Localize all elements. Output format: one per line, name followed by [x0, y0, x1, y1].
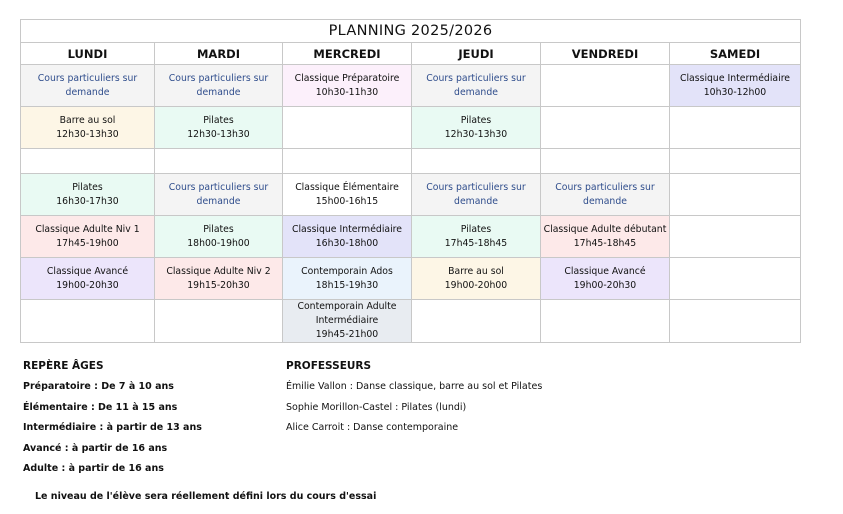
- class-time: 18h15-19h30: [315, 279, 379, 291]
- age-item: Intermédiaire : à partir de 13 ans: [23, 422, 202, 433]
- class-time: demande: [65, 86, 110, 98]
- class-time: 16h30-18h00: [315, 237, 379, 249]
- day-header: LUNDI: [21, 43, 155, 65]
- empty-slot: [670, 107, 801, 149]
- class-time: 17h45-18h45: [573, 237, 637, 249]
- professor-item: Sophie Morillon-Castel : Pilates (lundi): [286, 401, 467, 413]
- class-name: Pilates: [72, 181, 103, 193]
- empty-slot: [541, 107, 670, 149]
- empty-slot: [670, 174, 801, 216]
- class-time: demande: [583, 195, 627, 207]
- class-name: Contemporain Ados: [301, 265, 393, 277]
- class-time: 17h45-18h45: [444, 237, 508, 249]
- empty-slot: [21, 149, 155, 174]
- class-slot: [412, 174, 541, 216]
- class-time: demande: [454, 86, 498, 98]
- schedule-row: [21, 107, 801, 149]
- class-name: Pilates: [203, 223, 234, 235]
- empty-slot: [412, 149, 541, 174]
- class-slot: [21, 107, 155, 149]
- day-header: MARDI: [155, 43, 283, 65]
- schedule-row: [21, 174, 801, 216]
- class-slot: [412, 65, 541, 107]
- professors-list: [286, 360, 542, 443]
- schedule-row: [21, 149, 801, 174]
- class-name: Classique Adulte débutant: [543, 223, 667, 235]
- class-name: Cours particuliers sur: [426, 72, 526, 84]
- class-name: Pilates: [460, 114, 492, 126]
- empty-slot: [283, 149, 412, 174]
- class-slot: [541, 174, 670, 216]
- class-name: Classique Adulte Niv 2: [166, 265, 271, 277]
- class-name: Classique Élémentaire: [295, 181, 399, 193]
- class-name: Cours particuliers sur: [168, 72, 269, 84]
- empty-slot: [670, 300, 801, 343]
- professor-item: Alice Carroit : Danse contemporaine: [286, 422, 459, 433]
- class-slot: [283, 216, 412, 258]
- day-header: SAMEDI: [670, 43, 801, 65]
- schedule-row: [21, 216, 801, 258]
- class-slot: [155, 174, 283, 216]
- schedule-row: [21, 258, 801, 300]
- class-slot: [21, 65, 155, 107]
- empty-slot: [670, 216, 801, 258]
- age-item: Préparatoire : De 7 à 10 ans: [23, 381, 174, 392]
- age-item: Avancé : à partir de 16 ans: [23, 442, 168, 454]
- class-name: Cours particuliers sur: [426, 181, 526, 193]
- class-name: Cours particuliers sur: [37, 72, 138, 84]
- empty-slot: [412, 300, 541, 343]
- class-time: 10h30-12h00: [703, 86, 767, 98]
- empty-slot: [21, 300, 155, 343]
- class-name: Classique Préparatoire: [294, 72, 400, 84]
- class-time: 17h45-19h00: [56, 237, 119, 249]
- class-slot: [412, 258, 541, 300]
- day-header: MERCREDI: [283, 43, 412, 65]
- day-header-row: [21, 43, 801, 65]
- class-slot: [541, 258, 670, 300]
- class-slot: [670, 65, 801, 107]
- class-slot: [283, 258, 412, 300]
- planning-title: PLANNING 2025/2026: [21, 20, 801, 43]
- class-time: 16h30-17h30: [56, 195, 119, 207]
- class-name: Classique Intermédiaire: [679, 72, 791, 84]
- class-slot: [21, 258, 155, 300]
- empty-slot: [670, 258, 801, 300]
- empty-slot: [155, 149, 283, 174]
- class-time: 19h00-20h30: [56, 279, 119, 291]
- class-name: Pilates: [203, 114, 234, 126]
- class-slot: [412, 107, 541, 149]
- class-slot: [412, 216, 541, 258]
- empty-slot: [541, 149, 670, 174]
- class-name: Cours particuliers sur: [555, 181, 655, 193]
- class-time: 12h30-13h30: [56, 128, 119, 140]
- class-name: Barre au sol: [59, 114, 116, 126]
- day-header: VENDREDI: [541, 43, 670, 65]
- class-slot: [541, 216, 670, 258]
- class-slot: [283, 65, 412, 107]
- planning-table: [20, 19, 801, 343]
- class-name: Classique Adulte Niv 1: [35, 223, 140, 235]
- class-time: 19h00-20h00: [444, 279, 508, 291]
- class-time: demande: [454, 195, 498, 207]
- class-time: 12h30-13h30: [444, 128, 508, 140]
- class-name: Cours particuliers sur: [168, 181, 269, 193]
- empty-slot: [155, 300, 283, 343]
- class-slot: [21, 216, 155, 258]
- empty-slot: [670, 149, 801, 174]
- age-item: Élémentaire : De 11 à 15 ans: [23, 401, 178, 413]
- class-slot: [155, 216, 283, 258]
- class-time: 19h00-20h30: [573, 279, 637, 291]
- class-time: 15h00-16h15: [315, 195, 379, 207]
- professor-item: Émilie Vallon : Danse classique, barre au sol et Pilates: [286, 381, 543, 392]
- class-time: demande: [196, 86, 241, 98]
- class-name: Classique Intermédiaire: [291, 223, 403, 235]
- trial-class-note: Le niveau de l'élève sera réellement défini lors du cours d'essai: [35, 491, 377, 502]
- schedule-row: [21, 300, 801, 343]
- class-slot: [283, 300, 412, 343]
- class-slot: [155, 107, 283, 149]
- day-header: JEUDI: [412, 43, 541, 65]
- professors-heading: PROFESSEURS: [286, 360, 372, 372]
- empty-slot: [541, 65, 670, 107]
- class-time: demande: [196, 195, 241, 207]
- age-reference-heading: REPÈRE ÂGES: [23, 360, 104, 372]
- age-reference: [23, 360, 202, 484]
- class-name: Classique Avancé: [564, 265, 646, 277]
- empty-slot: [283, 107, 412, 149]
- class-time: 12h30-13h30: [187, 128, 250, 140]
- class-time: 18h00-19h00: [187, 237, 250, 249]
- class-slot: [283, 174, 412, 216]
- class-name: Classique Avancé: [46, 265, 129, 277]
- class-slot: [155, 65, 283, 107]
- class-time: 19h45-21h00: [315, 329, 379, 340]
- class-name: Barre au sol: [448, 265, 504, 277]
- age-item: Adulte : à partir de 16 ans: [23, 463, 164, 474]
- schedule-row: [21, 65, 801, 107]
- class-slot: [21, 174, 155, 216]
- class-name: Contemporain Adulte Intermédiaire: [297, 301, 397, 326]
- class-slot: [155, 258, 283, 300]
- schedule-grid: [21, 65, 801, 343]
- class-time: 10h30-11h30: [315, 86, 379, 98]
- empty-slot: [541, 300, 670, 343]
- class-name: Pilates: [460, 223, 492, 235]
- class-time: 19h15-20h30: [187, 279, 250, 291]
